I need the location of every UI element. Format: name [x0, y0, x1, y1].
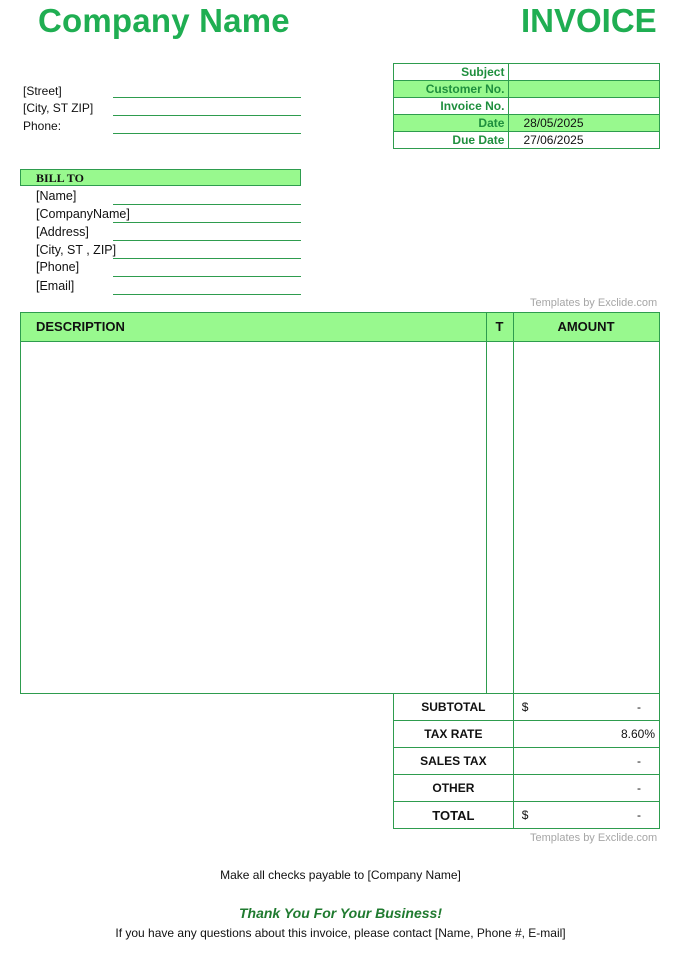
meta-row-date — [394, 115, 660, 132]
invoice-meta-table — [393, 63, 660, 149]
date-value[interactable]: 28/05/2025 — [509, 115, 660, 132]
invoice-title: INVOICE — [521, 2, 657, 39]
tax-rate-label: TAX RATE — [394, 721, 514, 748]
sender-city: [City, ST ZIP] — [23, 101, 94, 115]
totals-table — [393, 693, 660, 829]
other-row — [394, 775, 660, 802]
watermark-top: Templates by Exclide.com — [530, 297, 658, 309]
invoice-no-value[interactable] — [509, 98, 660, 115]
meta-row-subject — [394, 64, 660, 81]
column-t: T — [495, 319, 504, 334]
sales-tax-value: - — [637, 754, 641, 768]
line-items-header — [21, 313, 659, 342]
sales-tax-label: SALES TAX — [394, 748, 514, 775]
subtotal-cell[interactable] — [513, 694, 659, 721]
total-value: - — [637, 808, 641, 822]
line-items-table — [20, 312, 660, 694]
column-divider — [486, 313, 487, 693]
meta-row-customer — [394, 81, 660, 98]
bill-to-name-line[interactable] — [113, 204, 301, 205]
column-description: DESCRIPTION — [36, 319, 125, 334]
subject-label: Subject — [394, 64, 509, 81]
other-value: - — [637, 781, 641, 795]
due-date-value[interactable]: 27/06/2025 — [509, 132, 660, 149]
contact-note: If you have any questions about this invoice, please contact [Name, Phone #, E-mail] — [115, 926, 566, 940]
other-cell[interactable] — [513, 775, 659, 802]
sales-tax-row — [394, 748, 660, 775]
invoice-no-label: Invoice No. — [394, 98, 509, 115]
sender-street: [Street] — [23, 84, 62, 98]
sender-phone-line[interactable] — [113, 133, 301, 134]
bill-to-phone: [Phone] — [36, 260, 80, 274]
bill-to-email-line[interactable] — [113, 294, 301, 295]
customer-no-label: Customer No. — [394, 81, 509, 98]
sender-phone: Phone: — [23, 119, 62, 133]
column-amount: AMOUNT — [557, 319, 615, 334]
tax-rate-row — [394, 721, 660, 748]
due-date-label: Due Date — [394, 132, 509, 149]
bill-to-heading: BILL TO — [20, 169, 301, 186]
total-currency: $ — [521, 808, 529, 822]
total-row — [394, 802, 660, 829]
total-label: TOTAL — [394, 802, 514, 829]
subtotal-value: - — [637, 700, 641, 714]
sender-city-line[interactable] — [113, 115, 301, 116]
bill-to-address: [Address] — [36, 225, 89, 239]
total-cell[interactable] — [513, 802, 659, 829]
other-label: OTHER — [394, 775, 514, 802]
company-name: Company Name — [38, 2, 290, 39]
sender-street-line[interactable] — [113, 97, 301, 98]
subject-value[interactable] — [509, 64, 660, 81]
sales-tax-cell[interactable] — [513, 748, 659, 775]
column-divider — [513, 313, 514, 693]
date-label: Date — [394, 115, 509, 132]
meta-row-due — [394, 132, 660, 149]
bill-to-name: [Name] — [36, 189, 77, 203]
subtotal-label: SUBTOTAL — [394, 694, 514, 721]
subtotal-currency: $ — [521, 700, 529, 714]
bill-to-city: [City, ST , ZIP] — [36, 243, 117, 257]
checks-payable-note: Make all checks payable to [Company Name] — [220, 868, 461, 882]
bill-to-phone-line[interactable] — [113, 276, 301, 277]
bill-to-company: [CompanyName] — [36, 207, 130, 221]
customer-no-value[interactable] — [509, 81, 660, 98]
watermark-bottom: Templates by Exclide.com — [530, 832, 658, 844]
bill-to-city-line[interactable] — [113, 258, 301, 259]
tax-rate-value: 8.60% — [620, 727, 655, 741]
bill-to-email: [Email] — [36, 279, 75, 293]
bill-to-address-line[interactable] — [113, 240, 301, 241]
tax-rate-cell[interactable] — [513, 721, 659, 748]
thank-you-message: Thank You For Your Business! — [238, 905, 443, 921]
meta-row-invoice — [394, 98, 660, 115]
subtotal-row — [394, 694, 660, 721]
bill-to-company-line[interactable] — [113, 222, 301, 223]
